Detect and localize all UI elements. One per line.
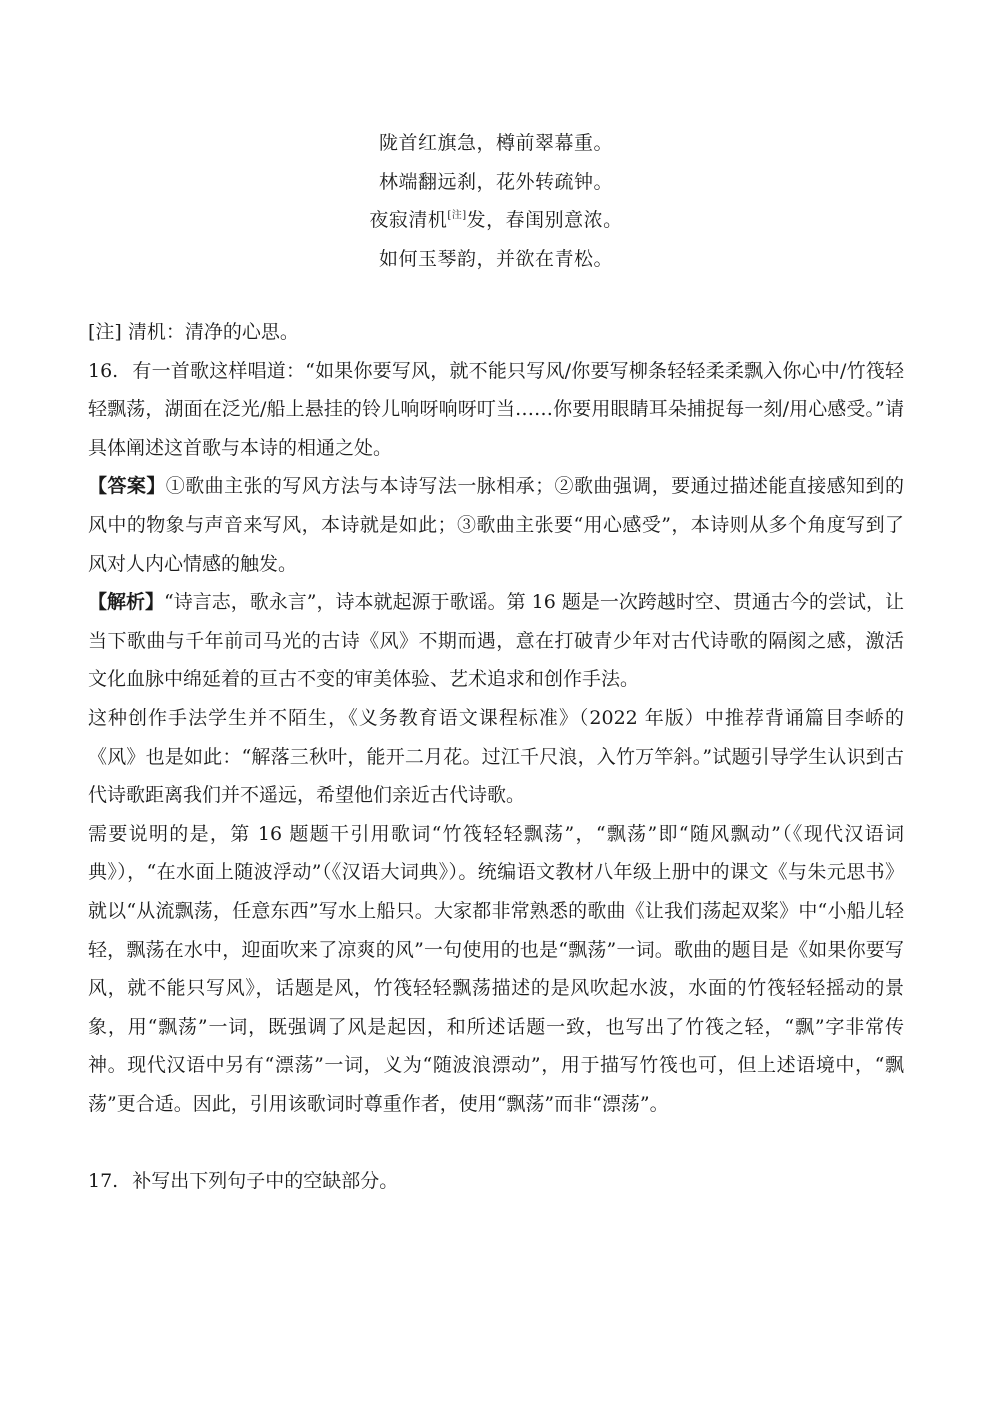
analysis-paragraph-1: “诗言志，歌永言”，诗本就起源于歌谣。第 16 题是一次跨越时空、贯通古今的尝试，让当下歌曲与千年前司马光的古诗《风》不期而遇，意在打破青少年对古代诗歌的隔阂之感，激活文化血脉中绵延着的亘古不变的审美体验、艺术追求和创作手法。 [88,591,904,691]
question-16 [88,352,904,468]
footnote: [注] 清机：清净的心思。 [88,321,299,343]
poem-line-3-start: 夜寂清机 [369,209,448,231]
question-17 [88,1162,904,1201]
analysis-label: 【解析】 [88,591,165,614]
question-17-text: 补写出下列句子中的空缺部分。 [132,1170,399,1193]
analysis-block [88,583,904,699]
analysis-paragraph-3: 需要说明的是，第 16 题题干引用歌词“竹筏轻轻飘荡”，“飘荡”即“随风飘动”（《现代汉语词典》），“在水面上随波浮动”（《汉语大词典》）。统编语文教材八年级上册中的课文《与朱元思书》就以“从流飘荡，任意东西”写水上船只。大家都非常熟悉的歌曲《让我们荡起双桨》中“小船儿轻轻，飘荡在水中，迎面吹来了凉爽的风”一句使用的也是“飘荡”一词。歌曲的题目是《如果你要写风，就不能只写风》，话题是风，竹筏轻轻飘荡描述的是风吹起水波，水面的竹筏轻轻摇动的景象，用“飘荡”一词，既强调了风是起因，和所述话题一致，也写出了竹筏之轻，“飘”字非常传神。现代汉语中另有“漂荡”一词，义为“随波浪漂动”，用于描写竹筏也可，但上述语境中，“飘荡”更合适。因此，引用该歌词时尊重作者，使用“飘荡”而非“漂荡”。 [88,822,904,1115]
poem-line-3-end: 发，春闺别意浓。 [466,209,623,231]
poem-line-4: 如何玉琴韵，并欲在青松。 [378,247,613,270]
poem-line-1: 陇首红旗急，樽前翠幕重。 [378,132,613,154]
question-17-number: 17. [88,1170,119,1193]
poem [0,124,992,278]
answer-block [88,467,904,583]
answer-label: 【答案】 [88,475,166,498]
blank-line [88,1123,904,1162]
poem-line-2: 林端翻远刹，花外转疏钟。 [378,170,613,193]
answer-text: ①歌曲主张的写风方法与本诗写法一脉相承；②歌曲强调，要通过描述能直接感知到的风中的物象与声音来写风，本诗就是如此；③歌曲主张要“用心感受”，本诗则从多个角度写到了风对人内心情感的触发。 [88,475,904,575]
document-body [88,313,904,1201]
footnote-marker: [注] [447,210,467,221]
question-16-number: 16. [88,359,119,382]
question-16-text: 有一首歌这样唱道：“如果你要写风，就不能只写风/你要写柳条轻轻柔柔飘入你心中/竹筏轻轻飘荡，湖面在泛光/船上悬挂的铃儿响呀响呀叮当……你要用眼睛耳朵捕捉每一刻/用心感受。”请具体阐述这首歌与本诗的相通之处。 [88,359,904,459]
poem-line-3 [0,201,992,240]
analysis-paragraph-2: 这种创作手法学生并不陌生，《义务教育语文课程标准》（2022 年版）中推荐背诵篇目李峤的《风》也是如此：“解落三秋叶，能开二月花。过江千尺浪，入竹万竿斜。”试题引导学生认识到古代诗歌距离我们并不遥远，希望他们亲近古代诗歌。 [88,706,904,807]
